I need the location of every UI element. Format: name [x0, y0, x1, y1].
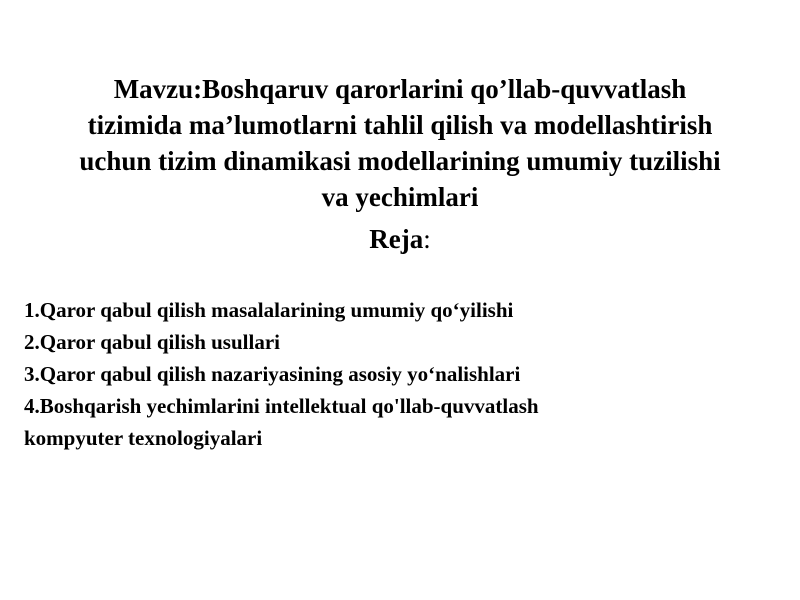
plan-heading-label: Reja — [369, 224, 424, 254]
title-line: va yechimlari — [321, 182, 479, 212]
plan-item-line: 1.Qaror qabul qilish masalalarining umumiy qo‘yilishi — [24, 298, 514, 322]
title-line: uchun tizim dinamikasi modellarining umumiy tuzilishi — [79, 146, 721, 176]
title-line: Mavzu:Boshqaruv qarorlarini qo’llab-quvvatlash — [113, 74, 687, 104]
plan-item-line: kompyuter texnologiyalari — [24, 426, 263, 450]
plan-heading — [0, 221, 800, 257]
plan-item — [24, 294, 764, 326]
plan-item — [24, 326, 764, 358]
plan-item-line: 2.Qaror qabul qilish usullari — [24, 330, 280, 354]
plan-list — [24, 294, 764, 454]
plan-item-line: 4.Boshqarish yechimlarini intellektual qo'llab-quvvatlash — [24, 394, 539, 418]
plan-item — [24, 390, 764, 454]
title-line: tizimida ma’lumotlarni tahlil qilish va modellashtirish — [87, 110, 713, 140]
slide-title — [10, 71, 790, 215]
plan-heading-colon: : — [423, 224, 431, 254]
plan-item — [24, 358, 764, 390]
plan-item-line: 3.Qaror qabul qilish nazariyasining asosiy yo‘nalishlari — [24, 362, 521, 386]
